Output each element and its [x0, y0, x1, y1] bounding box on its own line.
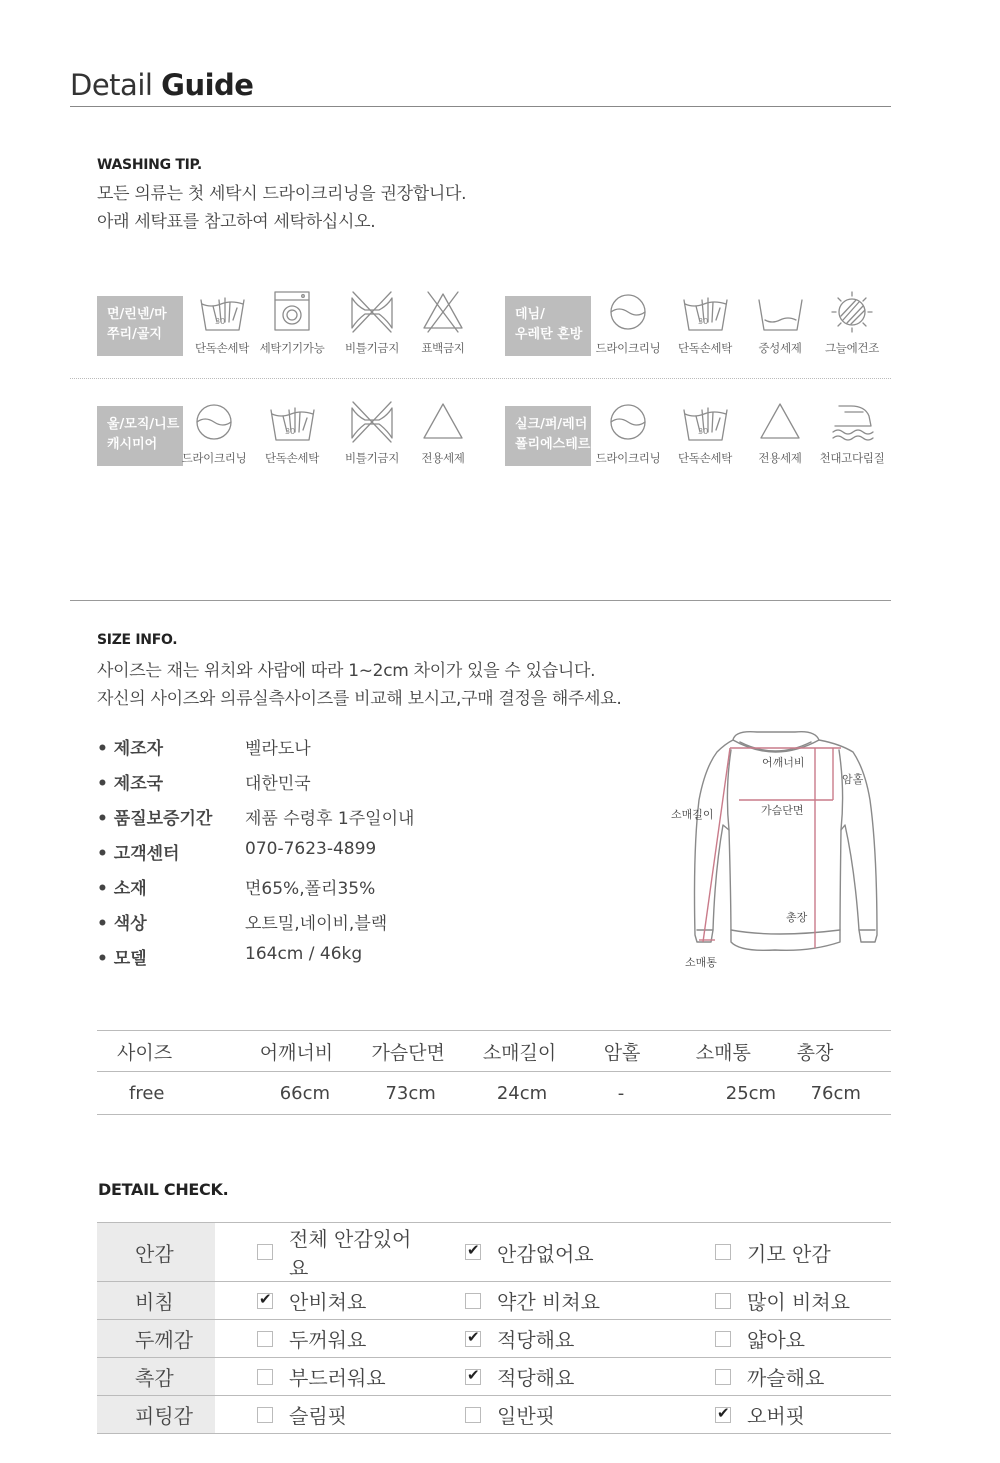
detail-check-label: 피팅감	[97, 1396, 215, 1434]
special-detergent-icon	[420, 400, 466, 444]
checkbox[interactable]	[465, 1407, 481, 1423]
wash-category-line2: 폴리에스테르	[515, 437, 591, 452]
detail-check-heading: DETAIL CHECK.	[98, 1180, 229, 1199]
wash-symbol	[187, 290, 257, 356]
wash-symbol-label: 비틀기금지	[344, 341, 400, 355]
detail-option[interactable]	[427, 1400, 663, 1429]
wash-symbol-label: 드라이크리닝	[181, 451, 247, 465]
detail-check-cell	[427, 1223, 663, 1282]
detail-option[interactable]	[215, 1324, 427, 1353]
no-wring-icon	[349, 290, 395, 334]
checkbox[interactable]	[465, 1244, 481, 1260]
checkbox[interactable]	[715, 1407, 731, 1423]
detail-option[interactable]	[427, 1324, 663, 1353]
washing-desc: 모든 의류는 첫 세탁시 드라이크리닝을 권장합니다. 아래 세탁표를 참고하여 세탁하십시오.	[97, 184, 467, 232]
wash-symbol	[179, 400, 249, 466]
detail-check-label: 비침	[97, 1282, 215, 1320]
page-title: Detail Guide	[70, 68, 254, 102]
wash-symbol	[745, 400, 815, 466]
size-table-header	[97, 1031, 891, 1072]
shade-dry-icon	[829, 290, 875, 334]
info-key: • 소재	[97, 879, 147, 899]
dry-clean-icon	[605, 400, 651, 444]
hand-wash-icon	[199, 290, 245, 334]
detail-check-cell	[663, 1223, 891, 1282]
checkbox[interactable]	[715, 1293, 731, 1309]
detail-check-cell	[215, 1358, 427, 1396]
wash-symbol-label: 단독손세탁	[194, 341, 250, 355]
wash-symbol-label: 천대고다림질	[819, 451, 885, 465]
wash-category-3	[505, 406, 591, 466]
label-sleeve-length: 소매길이	[671, 808, 714, 821]
wash-symbol-label: 그늘에건조	[824, 341, 880, 355]
checkbox[interactable]	[257, 1407, 273, 1423]
detail-check-cell	[427, 1282, 663, 1320]
wash-symbol	[408, 400, 478, 466]
wash-symbol-label: 단독손세탁	[264, 451, 320, 465]
checkbox[interactable]	[257, 1244, 273, 1260]
size-col-header: 가슴단면	[371, 1031, 482, 1072]
hand-wash-icon	[682, 400, 728, 444]
info-value: 면65%,폴리35%	[245, 879, 376, 899]
info-key: • 제조자	[97, 739, 164, 759]
checkbox[interactable]	[465, 1293, 481, 1309]
size-cell: 73cm	[371, 1072, 482, 1115]
detail-option[interactable]	[215, 1223, 427, 1281]
hand-wash-icon	[269, 400, 315, 444]
info-key: • 색상	[97, 914, 147, 934]
svg-text:30: 30	[698, 427, 709, 436]
option-label: 약간 비쳐요	[497, 1290, 600, 1314]
option-label: 적당해요	[497, 1328, 575, 1352]
wash-symbol-label: 단독손세탁	[677, 451, 733, 465]
info-value: 164cm / 46kg	[245, 944, 363, 964]
detail-check-cell	[663, 1282, 891, 1320]
detail-option[interactable]	[663, 1238, 891, 1267]
hand-wash-icon	[682, 290, 728, 334]
checkbox[interactable]	[715, 1369, 731, 1385]
svg-text:30: 30	[215, 317, 226, 326]
no-bleach-icon	[420, 290, 466, 334]
option-label: 까슬해요	[747, 1366, 825, 1390]
size-col-header: 총장	[797, 1031, 891, 1072]
option-label: 적당해요	[497, 1366, 575, 1390]
iron-cloth-icon	[829, 400, 875, 444]
wash-symbol	[337, 290, 407, 356]
wash-category-line2: 쭈리/골지	[107, 327, 162, 342]
detail-option[interactable]	[215, 1286, 427, 1315]
size-info-desc: 사이즈는 재는 위치와 사람에 따라 1~2cm 차이가 있을 수 있습니다. 자신의 사이즈와 의류실측사이즈를 비교해 보시고,구매 결정을 해주세요.	[97, 661, 622, 709]
size-table-row	[97, 1072, 891, 1115]
wash-symbol-label: 세탁기기가능	[259, 341, 325, 355]
svg-text:30: 30	[698, 317, 709, 326]
wash-symbol	[257, 290, 327, 356]
wash-category-line1: 실크/퍼/레더	[515, 417, 588, 432]
special-detergent-icon	[757, 400, 803, 444]
info-key: • 제조국	[97, 774, 164, 794]
detail-check-cell	[427, 1320, 663, 1358]
wash-symbol	[670, 290, 740, 356]
wash-category-line1: 울/모직/니트	[107, 417, 180, 432]
wash-symbol	[593, 400, 663, 466]
option-label: 안감없어요	[497, 1241, 594, 1266]
size-table	[97, 1030, 891, 1115]
info-key: • 품질보증기간	[97, 809, 213, 829]
label-armhole: 암홀	[842, 773, 864, 786]
info-value: 070-7623-4899	[245, 839, 377, 859]
size-col-header: 암홀	[604, 1031, 696, 1072]
detail-check-cell	[215, 1320, 427, 1358]
checkbox[interactable]	[715, 1331, 731, 1347]
detail-check-cell	[427, 1358, 663, 1396]
detail-check-row	[97, 1358, 891, 1396]
size-cell: 24cm	[483, 1072, 604, 1115]
checkbox[interactable]	[257, 1369, 273, 1385]
size-col-header: 어깨너비	[260, 1031, 372, 1072]
wash-symbol-label: 표백금지	[421, 341, 465, 355]
info-key: • 고객센터	[97, 844, 180, 864]
checkbox[interactable]	[715, 1244, 731, 1260]
checkbox[interactable]	[465, 1331, 481, 1347]
no-wring-icon	[349, 400, 395, 444]
detail-option[interactable]	[215, 1400, 427, 1429]
wash-symbol-label: 단독손세탁	[677, 341, 733, 355]
wash-symbol	[745, 290, 815, 356]
detail-option[interactable]	[427, 1238, 663, 1267]
checkbox[interactable]	[257, 1331, 273, 1347]
measure-lines	[699, 748, 841, 948]
size-cell: 25cm	[696, 1072, 797, 1115]
wash-symbol-label: 비틀기금지	[344, 451, 400, 465]
detail-option[interactable]	[663, 1324, 891, 1353]
size-cell: 76cm	[797, 1072, 891, 1115]
option-label: 슬림핏	[289, 1404, 347, 1428]
detail-check-cell	[663, 1320, 891, 1358]
wash-symbol	[337, 400, 407, 466]
info-value: 오트밀,네이비,블랙	[245, 914, 388, 934]
size-col-header: 소매통	[696, 1031, 797, 1072]
detail-check-cell	[215, 1396, 427, 1434]
detail-check-cell	[215, 1282, 427, 1320]
option-label: 오버핏	[747, 1404, 805, 1428]
detail-check-cell	[663, 1358, 891, 1396]
detail-check-row	[97, 1282, 891, 1320]
size-cell: free	[97, 1072, 260, 1115]
wash-symbol	[817, 290, 887, 356]
wash-symbol-label: 중성세제	[758, 341, 802, 355]
detail-option[interactable]	[215, 1362, 427, 1391]
detail-option[interactable]	[427, 1362, 663, 1391]
section-divider	[70, 600, 891, 601]
info-value: 대한민국	[245, 774, 311, 794]
wash-symbol	[257, 400, 327, 466]
wash-symbol	[670, 400, 740, 466]
washing-machine-icon	[269, 290, 315, 334]
detail-check-label: 촉감	[97, 1358, 215, 1396]
wash-symbol-label: 드라이크리닝	[595, 451, 661, 465]
detail-check-cell	[215, 1223, 427, 1282]
detail-check-row	[97, 1223, 891, 1282]
wash-category-line1: 데님/	[515, 307, 545, 322]
detail-check-label: 두께감	[97, 1320, 215, 1358]
label-chest: 가슴단면	[761, 804, 804, 817]
wash-symbol-label: 드라이크리닝	[595, 341, 661, 355]
label-length: 총장	[786, 911, 808, 924]
info-key: • 모델	[97, 949, 147, 969]
wash-category-line2: 우레탄 혼방	[515, 327, 583, 342]
size-info-heading: SIZE INFO.	[97, 632, 178, 648]
wash-symbol	[408, 290, 478, 356]
wash-category-line2: 캐시미어	[107, 437, 158, 452]
size-cell: 66cm	[260, 1072, 372, 1115]
detail-check-table	[97, 1222, 891, 1434]
option-label: 부드러워요	[289, 1366, 386, 1390]
detail-option[interactable]	[663, 1286, 891, 1315]
dotted-divider	[70, 378, 891, 379]
label-shoulder: 어깨너비	[762, 756, 805, 769]
size-col-header: 소매길이	[483, 1031, 604, 1072]
detail-check-row	[97, 1396, 891, 1434]
checkbox[interactable]	[257, 1293, 273, 1309]
wash-category-0	[97, 296, 183, 356]
dry-clean-icon	[191, 400, 237, 444]
option-label: 두꺼워요	[289, 1328, 367, 1352]
option-label: 얇아요	[747, 1328, 805, 1352]
detail-option[interactable]	[663, 1400, 891, 1429]
title-divider	[70, 106, 891, 107]
label-cuff: 소매통	[685, 956, 717, 969]
option-label: 안비쳐요	[289, 1290, 367, 1314]
option-label: 일반핏	[497, 1404, 555, 1428]
wash-category-1	[505, 296, 591, 356]
wash-symbol-label: 전용세제	[758, 451, 802, 465]
detail-check-cell	[427, 1396, 663, 1434]
wash-symbol-label: 전용세제	[421, 451, 465, 465]
size-cell: -	[604, 1072, 696, 1115]
dry-clean-icon	[605, 290, 651, 334]
detail-check-cell	[663, 1396, 891, 1434]
wash-symbol	[817, 400, 887, 466]
wash-category-2	[97, 406, 183, 466]
option-label: 기모 안감	[747, 1241, 831, 1266]
washing-heading: WASHING TIP.	[97, 157, 202, 173]
detail-check-row	[97, 1320, 891, 1358]
size-col-header: 사이즈	[97, 1031, 260, 1072]
info-value: 제품 수령후 1주일이내	[245, 809, 415, 829]
info-value: 벨라도나	[245, 739, 311, 759]
detail-option[interactable]	[663, 1362, 891, 1391]
detail-check-label: 안감	[97, 1223, 215, 1282]
detail-option[interactable]	[427, 1286, 663, 1315]
wash-category-line1: 면/린넨/마	[107, 307, 167, 322]
svg-text:30: 30	[285, 427, 296, 436]
option-label: 많이 비쳐요	[747, 1290, 850, 1314]
wash-symbol	[593, 290, 663, 356]
option-label: 전체 안감있어요	[289, 1227, 412, 1280]
sweater-measure-diagram	[665, 730, 890, 975]
neutral-wash-icon	[757, 290, 803, 334]
checkbox[interactable]	[465, 1369, 481, 1385]
